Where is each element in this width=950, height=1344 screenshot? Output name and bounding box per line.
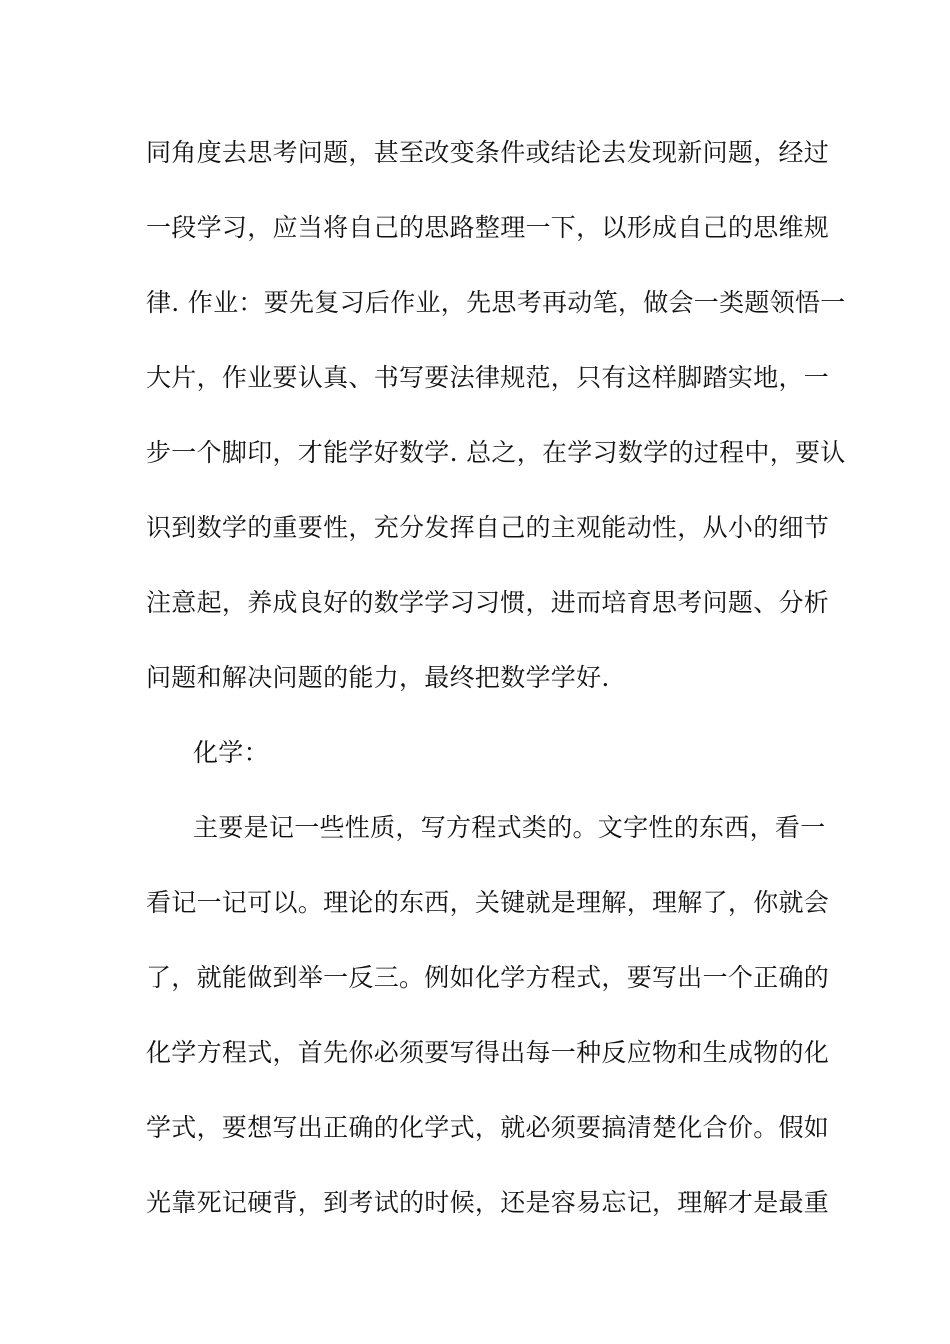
text-line: 光靠死记硬背，到考试的时候，还是容易忘记，理解才是最重 (146, 1188, 830, 1217)
text-line: 大片，作业要认真、书写要法律规范，只有这样脚踏实地，一 (146, 363, 830, 392)
text-line: 注意起，养成良好的数学学习习惯，进而培育思考问题、分析 (146, 588, 830, 617)
text-line: 一段学习，应当将自己的思路整理一下，以形成自己的思维规 (146, 213, 830, 242)
text-line: 问题和解决问题的能力，最终把数学学好. (146, 663, 610, 692)
text-line: 主要是记一些性质，写方程式类的。文字性的东西，看一 (193, 813, 826, 842)
text-line: 识到数学的重要性，充分发挥自己的主观能动性，从小的细节 (146, 513, 830, 542)
text-line: 看记一记可以。理论的东西，关键就是理解，理解了，你就会 (146, 888, 830, 917)
text-line: 律. 作业：要先复习后作业，先思考再动笔，做会一类题领悟一 (146, 288, 846, 317)
section-heading: 化学： (193, 738, 269, 767)
text-line: 学式，要想写出正确的化学式，就必须要搞清楚化合价。假如 (146, 1113, 830, 1142)
text-line: 化学方程式，首先你必须要写得出每一种反应物和生成物的化 (146, 1038, 830, 1067)
text-line: 同角度去思考问题，甚至改变条件或结论去发现新问题，经过 (146, 138, 830, 167)
text-line: 步一个脚印，才能学好数学. 总之，在学习数学的过程中，要认 (146, 438, 846, 467)
text-line: 了，就能做到举一反三。例如化学方程式，要写出一个正确的 (146, 963, 830, 992)
